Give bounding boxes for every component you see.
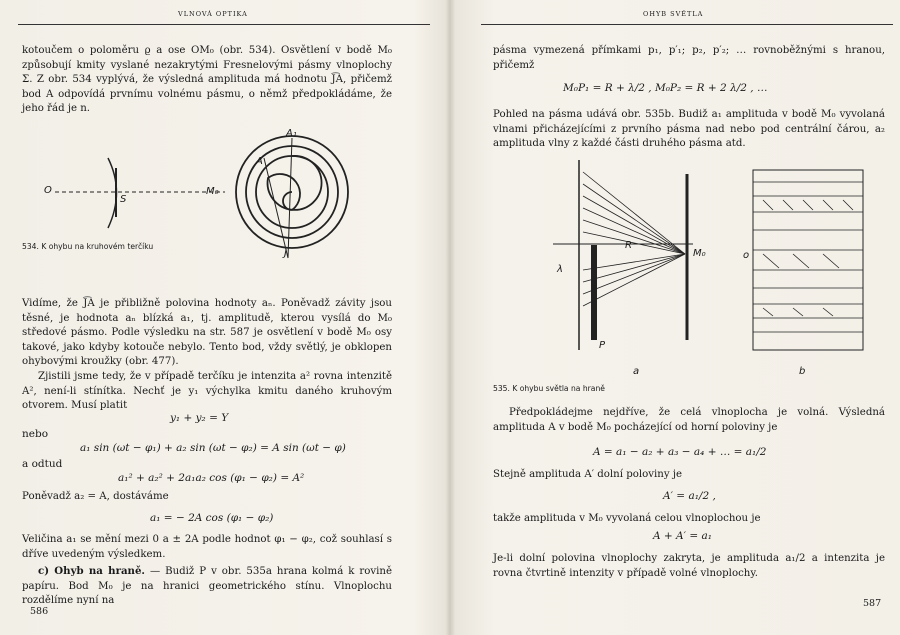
label-O: O xyxy=(44,185,52,196)
paragraph: Vidíme, že J͡A je přibližně polovina hodnoty aₙ. Poněvadž závity jsou těsné, je hodnota aₙ blízká a₁, tj. amplitudě, kterou vysílá do M₀ středové pásmo. Podle výsledku na str. 587 je osvětlení v bodě M₀ osy takové, jako kdyby kotouče nebylo. Tento bod, vždy světlý, je obklopen ohybovými kroužky (obr. 477). xyxy=(22,298,392,368)
label-A1: A₁ xyxy=(286,128,297,139)
label-M0: M₀ xyxy=(206,186,219,197)
edge-screen xyxy=(591,245,597,340)
section-heading: c) Ohyb na hraně. xyxy=(38,565,145,577)
zone-pattern xyxy=(753,170,863,350)
label-S: S xyxy=(120,194,127,205)
label-a: a xyxy=(633,366,640,377)
header-rule xyxy=(481,24,893,25)
label-R: R xyxy=(625,240,632,251)
label-o: o xyxy=(743,250,750,261)
paragraph: Veličina a₁ se mění mezi 0 a ± 2A podle hodnot φ₁ − φ₂, což souhlasí s dříve uvedeným výsledkem. xyxy=(22,534,392,560)
equation: A′ = a₁/2 , xyxy=(663,490,716,502)
equation: A + A′ = a₁ xyxy=(653,530,712,542)
label-A: A xyxy=(256,156,263,167)
running-head: VLNOVÁ OPTIKA xyxy=(178,10,248,18)
rays xyxy=(583,172,685,306)
running-head: OHYB SVĚTLA xyxy=(643,10,704,18)
label-P: P xyxy=(599,340,606,351)
label-M0: M₀ xyxy=(693,248,706,259)
paragraph: Stejně amplituda A′ dolní poloviny je xyxy=(493,469,683,480)
paragraph: pásma vymezená přímkami p₁, p′₁; p₂, p′₂; … rovnoběžnými s hranou, přičemž xyxy=(493,45,885,71)
figure-caption: 534. K ohybu na kruhovém terčíku xyxy=(22,242,154,251)
label-J: J xyxy=(284,248,287,259)
right-page xyxy=(453,0,900,635)
paragraph xyxy=(22,564,392,609)
text-odtud: a odtud xyxy=(22,458,63,470)
text-nebo: nebo xyxy=(22,428,49,440)
label-b: b xyxy=(799,366,806,377)
paragraph: kotoučem o poloměru ϱ a ose OM₀ (obr. 534). Osvětlení v bodě M₀ způsobují kmity vyslané nezakrytými Fresnelovými pásmy vlnoplochy Σ. Z obr. 534 vyplývá, že výsledná amplituda má hodnotu J͡A, přičemž bod A odpovídá prvnímu volnému pásmu, o němž předpokládáme, že jeho řád je n. xyxy=(22,45,392,115)
figure-534 xyxy=(30,130,350,280)
figure-caption: 535. K ohybu světla na hraně xyxy=(493,384,605,393)
equation: a₁ sin (ωt − φ₁) + a₂ sin (ωt − φ₂) = A sin (ωt − φ) xyxy=(80,442,346,454)
page-number: 587 xyxy=(863,598,882,609)
label-lambda: λ xyxy=(557,264,563,275)
equation: a₁² + a₂² + 2a₁a₂ cos (φ₁ − φ₂) = A² xyxy=(118,472,305,484)
paragraph: Předpokládejme nejdříve, že celá vlnoplocha je volná. Výsledná amplituda A v bodě M₀ pocházející od horní poloviny je xyxy=(493,407,885,433)
equation: A = a₁ − a₂ + a₃ − a₄ + … = a₁/2 xyxy=(593,446,767,458)
equation: y₁ + y₂ = Y xyxy=(170,412,229,424)
paragraph: Poněvadž a₂ = A, dostáváme xyxy=(22,491,169,502)
left-page xyxy=(0,0,447,635)
page-number: 586 xyxy=(30,606,49,617)
equation: M₀P₁ = R + λ/2 , M₀P₂ = R + 2 λ/2 , … xyxy=(563,82,768,94)
header-rule xyxy=(18,24,430,25)
paragraph: Zjistili jsme tedy, že v případě terčíku je intenzita a² rovna intenzitě A², není-li stínítka. Nechť je y₁ výchylka kmitu daného kruhovým otvorem. Musí platit xyxy=(22,371,392,412)
paragraph: takže amplituda v M₀ vyvolaná celou vlnoplochou je xyxy=(493,513,761,524)
paragraph: Pohled na pásma udává obr. 535b. Budiž a₁ amplituda v bodě M₀ vyvolaná vlnami přicházejícími z prvního pásma nad nebo pod centrální čárou, a₂ amplituda vlny z každé části druhého pásma atd. xyxy=(493,109,885,150)
paragraph-text: — Budiž P v obr. 535a hrana kolmá k rovině papíru. Bod M₀ je na hranici geometrického stínu. Vlnoplochu rozdělíme nyní na xyxy=(22,566,392,607)
paragraph: Je-li dolní polovina vlnoplochy zakryta, je amplituda a₁/2 a intenzita je rovna čtvrtině intenzity v případě volné vlnoplochy. xyxy=(493,553,885,579)
figure-535 xyxy=(553,160,883,360)
equation: a₁ = − 2A cos (φ₁ − φ₂) xyxy=(150,512,274,524)
